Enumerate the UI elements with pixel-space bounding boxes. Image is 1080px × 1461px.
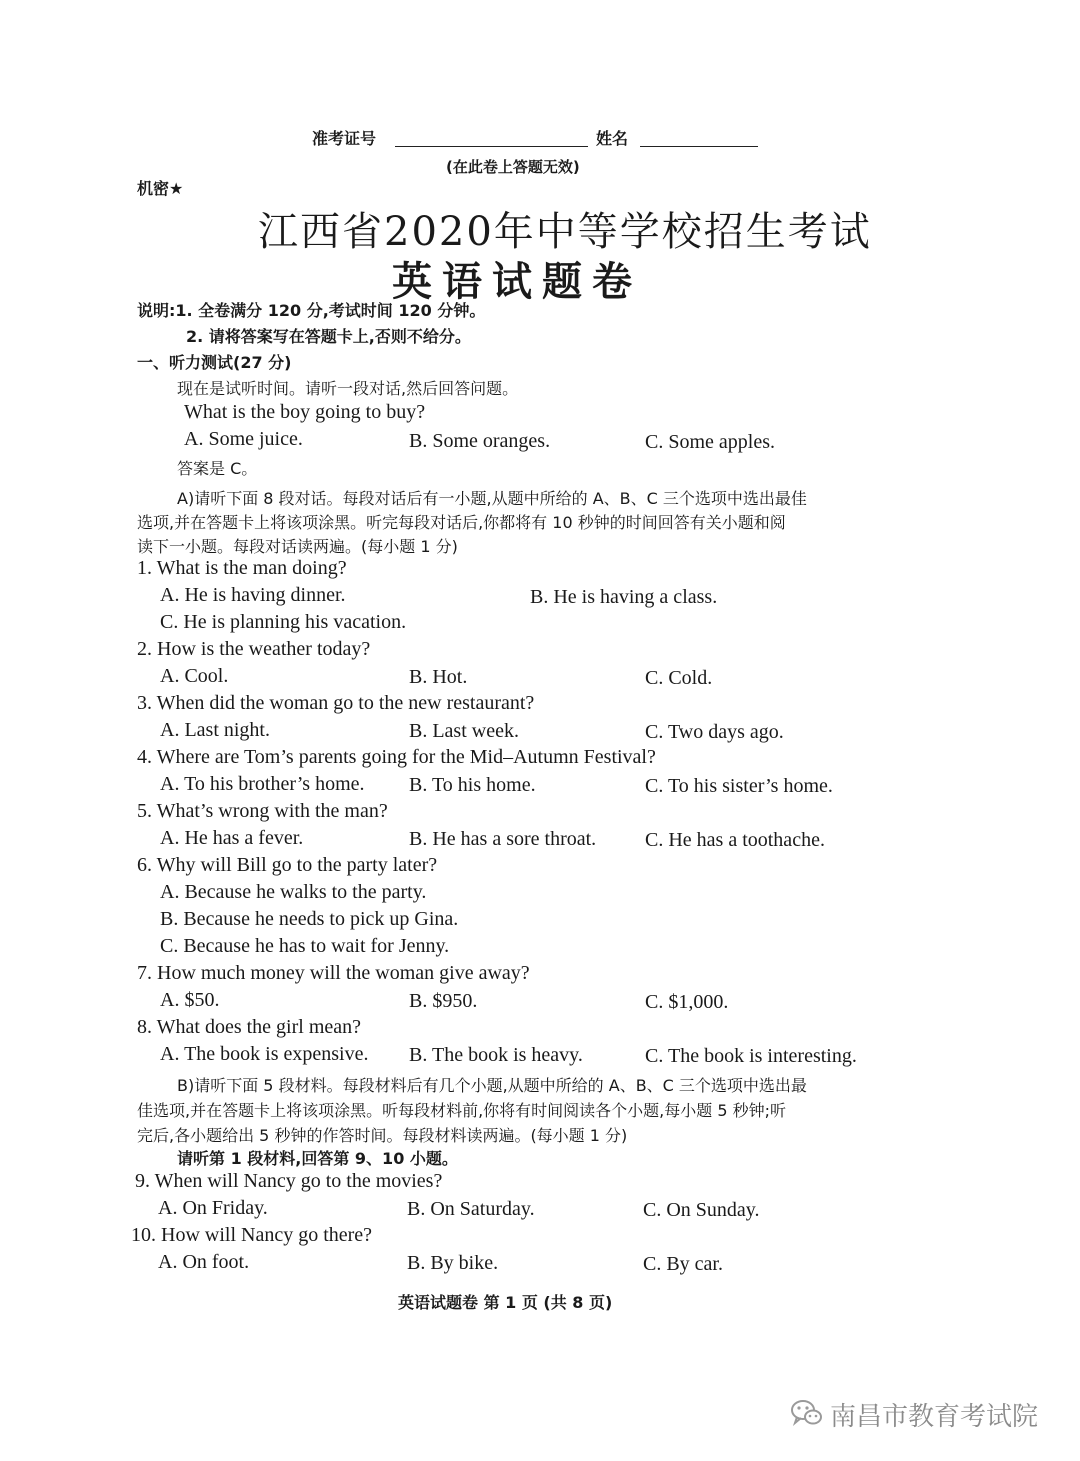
part-b-directions-1: B)请听下面 5 段材料。每段材料后有几个小题,从题中所给的 A、B、C 三个选项中选出最 [177,1076,807,1095]
q6-option-a: A. Because he walks to the party. [160,881,427,903]
paper-title: 英语试题卷 [392,259,642,305]
part-a-directions-1: A)请听下面 8 段对话。每段对话后有一小题,从题中所给的 A、B、C 三个选项中选出最佳 [177,489,807,508]
material-1-heading: 请听第 1 段材料,回答第 9、10 小题。 [177,1149,458,1168]
trial-question: What is the boy going to buy? [184,401,426,423]
q1-option-a: A. He is having dinner. [160,584,346,606]
q5-option-b: B. He has a sore throat. [409,828,597,850]
page-footer: 英语试题卷 第 1 页 (共 8 页) [398,1293,613,1312]
part-a-directions-2: 选项,并在答题卡上将该项涂黑。听完每段对话后,你都将有 10 秒钟的时间回答有关小题和阅 [137,513,786,532]
part-b-directions-3: 完后,各小题给出 5 秒钟的作答时间。每段材料读两遍。(每小题 1 分) [137,1126,628,1145]
trial-answer: 答案是 C。 [177,459,258,478]
q1-option-c: C. He is planning his vacation. [160,611,407,633]
q4-option-a: A. To his brother’s home. [160,773,365,795]
name-blank [640,146,758,147]
q9-option-c: C. On Sunday. [643,1199,760,1221]
instructions-line1: 说明:1. 全卷满分 120 分,考试时间 120 分钟。 [137,301,486,320]
question-9: 9. When will Nancy go to the movies? [135,1170,443,1192]
q1-option-b: B. He is having a class. [530,586,718,608]
question-10: 10. How will Nancy go there? [131,1224,373,1246]
question-5: 5. What’s wrong with the man? [137,800,388,822]
question-3: 3. When did the woman go to the new restaurant? [137,692,535,714]
q10-option-b: B. By bike. [407,1252,499,1274]
question-7: 7. How much money will the woman give away? [137,962,530,984]
q10-option-c: C. By car. [643,1253,723,1275]
exam-number-blank [395,146,588,147]
trial-option-b: B. Some oranges. [409,430,551,452]
q7-option-a: A. $50. [160,989,220,1011]
q5-option-a: A. He has a fever. [160,827,304,849]
question-6: 6. Why will Bill go to the party later? [137,854,438,876]
q6-option-c: C. Because he has to wait for Jenny. [160,935,450,957]
exam-number-label: 准考证号 [312,129,377,148]
q9-option-a: A. On Friday. [158,1197,268,1219]
q8-option-b: B. The book is heavy. [409,1044,583,1066]
q2-option-b: B. Hot. [409,666,468,688]
trial-option-c: C. Some apples. [645,431,775,453]
q2-option-c: C. Cold. [645,667,713,689]
q8-option-a: A. The book is expensive. [160,1043,369,1065]
q8-option-c: C. The book is interesting. [645,1045,857,1067]
q5-option-c: C. He has a toothache. [645,829,825,851]
q9-option-b: B. On Saturday. [407,1198,535,1220]
q4-option-c: C. To his sister’s home. [645,775,833,797]
q3-option-b: B. Last week. [409,720,519,742]
q6-option-b: B. Because he needs to pick up Gina. [160,908,459,930]
q3-option-c: C. Two days ago. [645,721,784,743]
trial-option-a: A. Some juice. [184,428,303,450]
q3-option-a: A. Last night. [160,719,270,741]
question-1: 1. What is the man doing? [137,557,347,579]
watermark-text: 南昌市教育考试院 [830,1402,1039,1432]
question-8: 8. What does the girl mean? [137,1016,362,1038]
part-a-directions-3: 读下一小题。每段对话读两遍。(每小题 1 分) [137,537,458,556]
section-heading: 一、听力测试(27 分) [137,353,292,372]
wechat-icon [790,1398,824,1428]
exam-title: 江西省2020年中等学校招生考试 [258,209,872,255]
trial-intro: 现在是试听时间。请听一段对话,然后回答问题。 [177,379,519,398]
instructions-line2: 2. 请将答案写在答题卡上,否则不给分。 [186,327,471,346]
part-b-directions-2: 佳选项,并在答题卡上将该项涂黑。听每段材料前,你将有时间阅读各个小题,每小题 5 秒钟;听 [137,1101,787,1120]
q4-option-b: B. To his home. [409,774,536,796]
secret-mark: 机密★ [137,179,184,198]
question-4: 4. Where are Tom’s parents going for the Mid–Autumn Festival? [137,746,656,768]
q7-option-c: C. $1,000. [645,991,729,1013]
q2-option-a: A. Cool. [160,665,229,687]
invalid-note: (在此卷上答题无效) [446,158,580,176]
q7-option-b: B. $950. [409,990,478,1012]
name-label: 姓名 [596,129,629,148]
question-2: 2. How is the weather today? [137,638,371,660]
q10-option-a: A. On foot. [158,1251,250,1273]
